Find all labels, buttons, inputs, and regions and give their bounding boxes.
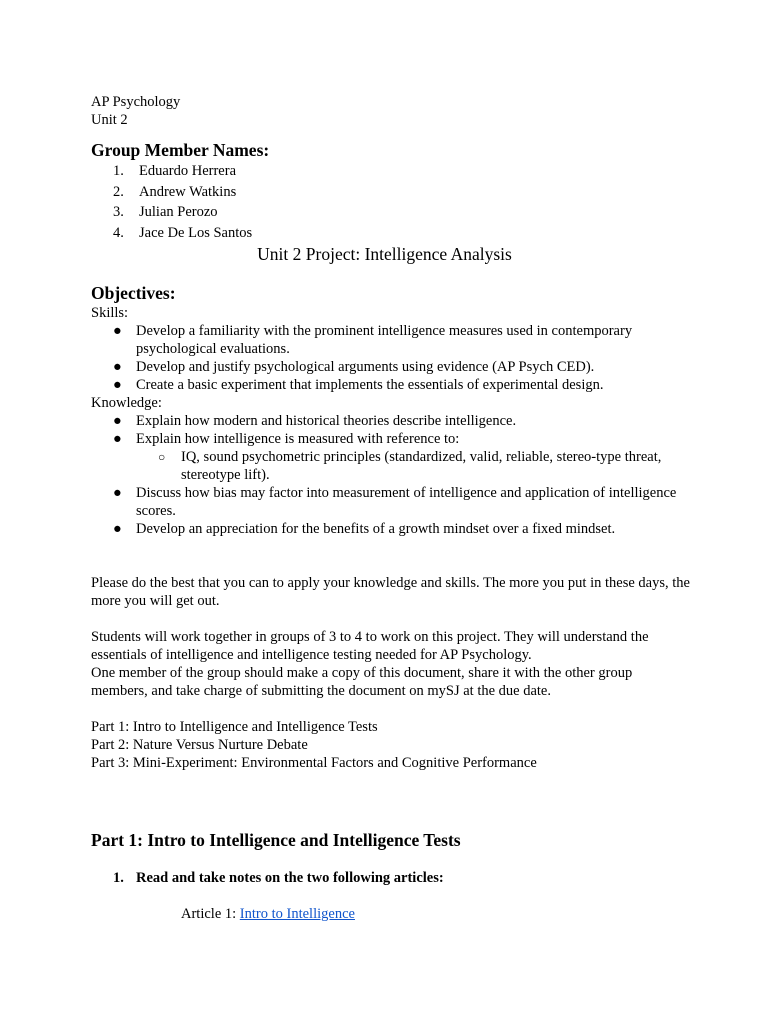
course-name: AP Psychology <box>91 94 181 110</box>
skills-label: Skills: <box>91 305 129 321</box>
part-item: Part 2: Nature Versus Nurture Debate <box>91 737 308 753</box>
list-item: ● Develop an appreciation for the benefits of a growth mindset over a fixed mindset. <box>113 521 616 537</box>
skills-list <box>91 322 691 394</box>
parts-overview <box>91 718 691 772</box>
member-list <box>91 161 691 243</box>
article-line <box>91 905 691 923</box>
objectives-heading: Objectives: <box>91 283 176 303</box>
list-item: ● Create a basic experiment that implements the essentials of experimental design. <box>113 377 604 393</box>
part-item: Part 3: Mini-Experiment: Environmental Factors and Cognitive Performance <box>91 755 537 771</box>
article-label: Article 1: <box>181 906 240 922</box>
knowledge-list <box>91 412 691 538</box>
list-item: ● Develop and justify psychological arguments using evidence (AP Psych CED). <box>113 359 595 375</box>
knowledge-sublist <box>136 448 691 484</box>
list-item: ● Discuss how bias may factor into measurement of intelligence and application of intelligence scores. <box>113 485 677 519</box>
step-number: 1. <box>113 870 124 886</box>
list-item: 3. Julian Perozo <box>113 204 218 220</box>
part1-step <box>91 869 691 887</box>
group-paragraph: Students will work together in groups of 3 to 4 to work on this project. They will understand the essentials of intelligence and intelligence testing needed for AP Psychology. <box>91 629 649 663</box>
submission-paragraph: One member of the group should make a copy of this document, share it with the other group members, and take charge of submitting the document on mySJ at the due date. <box>91 665 633 699</box>
list-item: 4. Jace De Los Santos <box>113 224 253 241</box>
list-item: ● Explain how intelligence is measured with reference to: ○ IQ, sound psychometric principles (standardized, valid, reliable, stereo-type threat, stereotype lift). <box>91 430 691 484</box>
project-title: Unit 2 Project: Intelligence Analysis <box>257 244 512 264</box>
list-item: ○ IQ, sound psychometric principles (standardized, valid, reliable, stereo-type threat, stereotype lift). <box>158 449 662 483</box>
document-page <box>91 93 691 923</box>
unit-label: Unit 2 <box>91 112 128 128</box>
part1-heading: Part 1: Intro to Intelligence and Intelligence Tests <box>91 830 461 850</box>
part-item: Part 1: Intro to Intelligence and Intelligence Tests <box>91 719 378 735</box>
intro-paragraph: Please do the best that you can to apply your knowledge and skills. The more you put in these days, the more you will get out. <box>91 575 690 609</box>
knowledge-label: Knowledge: <box>91 395 162 411</box>
list-item: ● Develop a familiarity with the prominent intelligence measures used in contemporary psychological evaluations. <box>113 323 633 357</box>
step-text: Read and take notes on the two following articles: <box>136 870 444 886</box>
list-item: ● Explain how modern and historical theories describe intelligence. <box>113 413 517 429</box>
list-item: 1. Eduardo Herrera <box>113 163 237 179</box>
list-item: 2. Andrew Watkins <box>113 183 237 200</box>
group-heading: Group Member Names: <box>91 140 270 160</box>
article-link[interactable]: Intro to Intelligence <box>239 906 355 922</box>
